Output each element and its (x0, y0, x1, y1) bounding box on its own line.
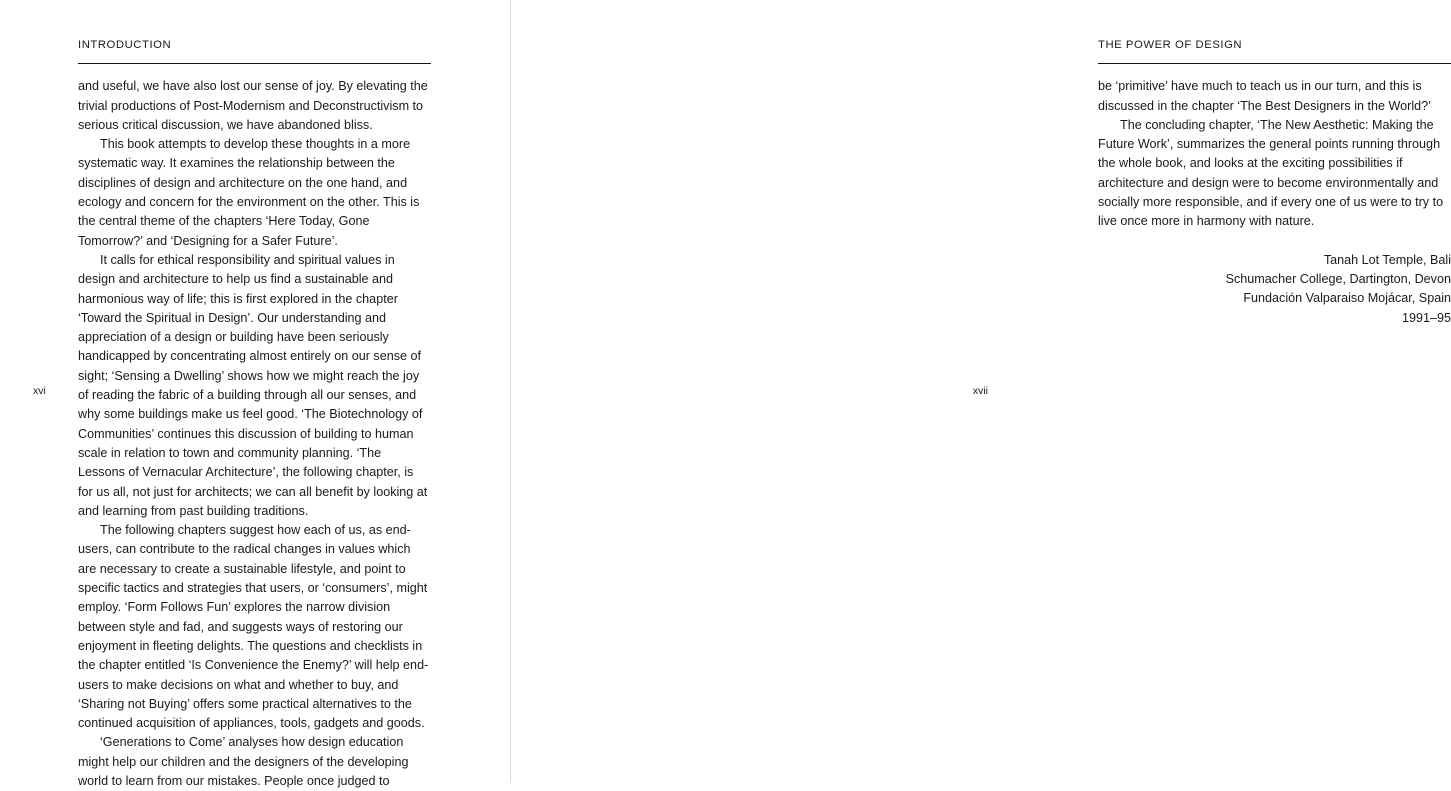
left-page (0, 0, 511, 788)
colophon-line: Tanah Lot Temple, Bali (1323, 252, 1451, 267)
paragraph: This book attempts to develop these thoughts in a more systematic way. It examines the relationship between the disciplines of design and architecture on the one hand, and ecology and concern for the environment on the other. This is the central theme of the chapters ‘Here Today, Gone Tomorrow?’ and ‘Designing for a Safer Future’. (78, 137, 420, 248)
colophon-line: 1991–95 (1401, 310, 1451, 325)
left-page-content (78, 36, 431, 791)
paragraph: ‘Generations to Come’ analyses how design education might help our children and the designers of the developing world to learn from our mistakes. People once judged to (78, 735, 409, 788)
right-body-text (1098, 77, 1451, 231)
colophon-line: Fundación Valparaiso Mojácar, Spain (1243, 291, 1451, 306)
left-body-text (78, 77, 431, 791)
page-number-left: xvi (33, 385, 46, 397)
colophon (1098, 251, 1451, 328)
running-head-left: INTRODUCTION (78, 36, 431, 64)
page-number-right: xvii (972, 385, 988, 397)
running-head-right: THE POWER OF DESIGN (1098, 36, 1451, 64)
colophon-line: Schumacher College, Dartington, Devon (1225, 271, 1451, 286)
paragraph: It calls for ethical responsibility and spiritual values in design and architecture to help us find a sustainable and harmonious way of life; this is first explored in the chapter ‘Toward the Spiritual in Design’. Our understanding and appreciation of a design or building have been seriously handicapped by concentrating almost entirely on our sense of sight; ‘Sensing a Dwelling’ shows how we might reach the joy of reading the fabric of a building through all our senses, and why some buildings make us feel good. ‘The Biotechnology of Communities’ continues this discussion of building to human scale in relation to town and community planning. ‘The Lessons of Vernacular Architecture’, the following chapter, is for us all, not just for architects; we can all benefit by looking at and learning from past building traditions. (78, 252, 428, 518)
paragraph: The following chapters suggest how each of us, as end-users, can contribute to the radical changes in values which are necessary to create a sustainable lifestyle, and point to specific tactics and strategies that users, or ‘consumers’, might employ. ‘Form Follows Fun’ explores the narrow division between style and fad, and suggests ways of restoring our enjoyment in fleeting delights. The questions and checklists in the chapter entitled ‘Is Convenience the Enemy?’ will help end-users to make decisions on what and whether to buy, and ‘Sharing not Buying’ offers some practical alternatives to the continued acquisition of appliances, tools, gadgets and goods. (78, 523, 429, 731)
paragraph: The concluding chapter, ‘The New Aesthetic: Making the Future Work’, summarizes the general points running through the whole book, and looks at the exciting possibilities if architecture and design were to become environmentally and socially more responsible, and if every one of us were to try to live once more in harmony with nature. (1098, 117, 1444, 229)
paragraph: be ‘primitive’ have much to teach us in our turn, and this is discussed in the chapter ‘The Best Designers in the World?’ (1098, 79, 1431, 113)
right-page (511, 0, 1451, 783)
paragraph: and useful, we have also lost our sense of joy. By elevating the trivial productions of Post-Modernism and Deconstructivism to serious critical discussion, we have abandoned bliss. (78, 79, 428, 132)
right-page-content (1098, 36, 1451, 328)
